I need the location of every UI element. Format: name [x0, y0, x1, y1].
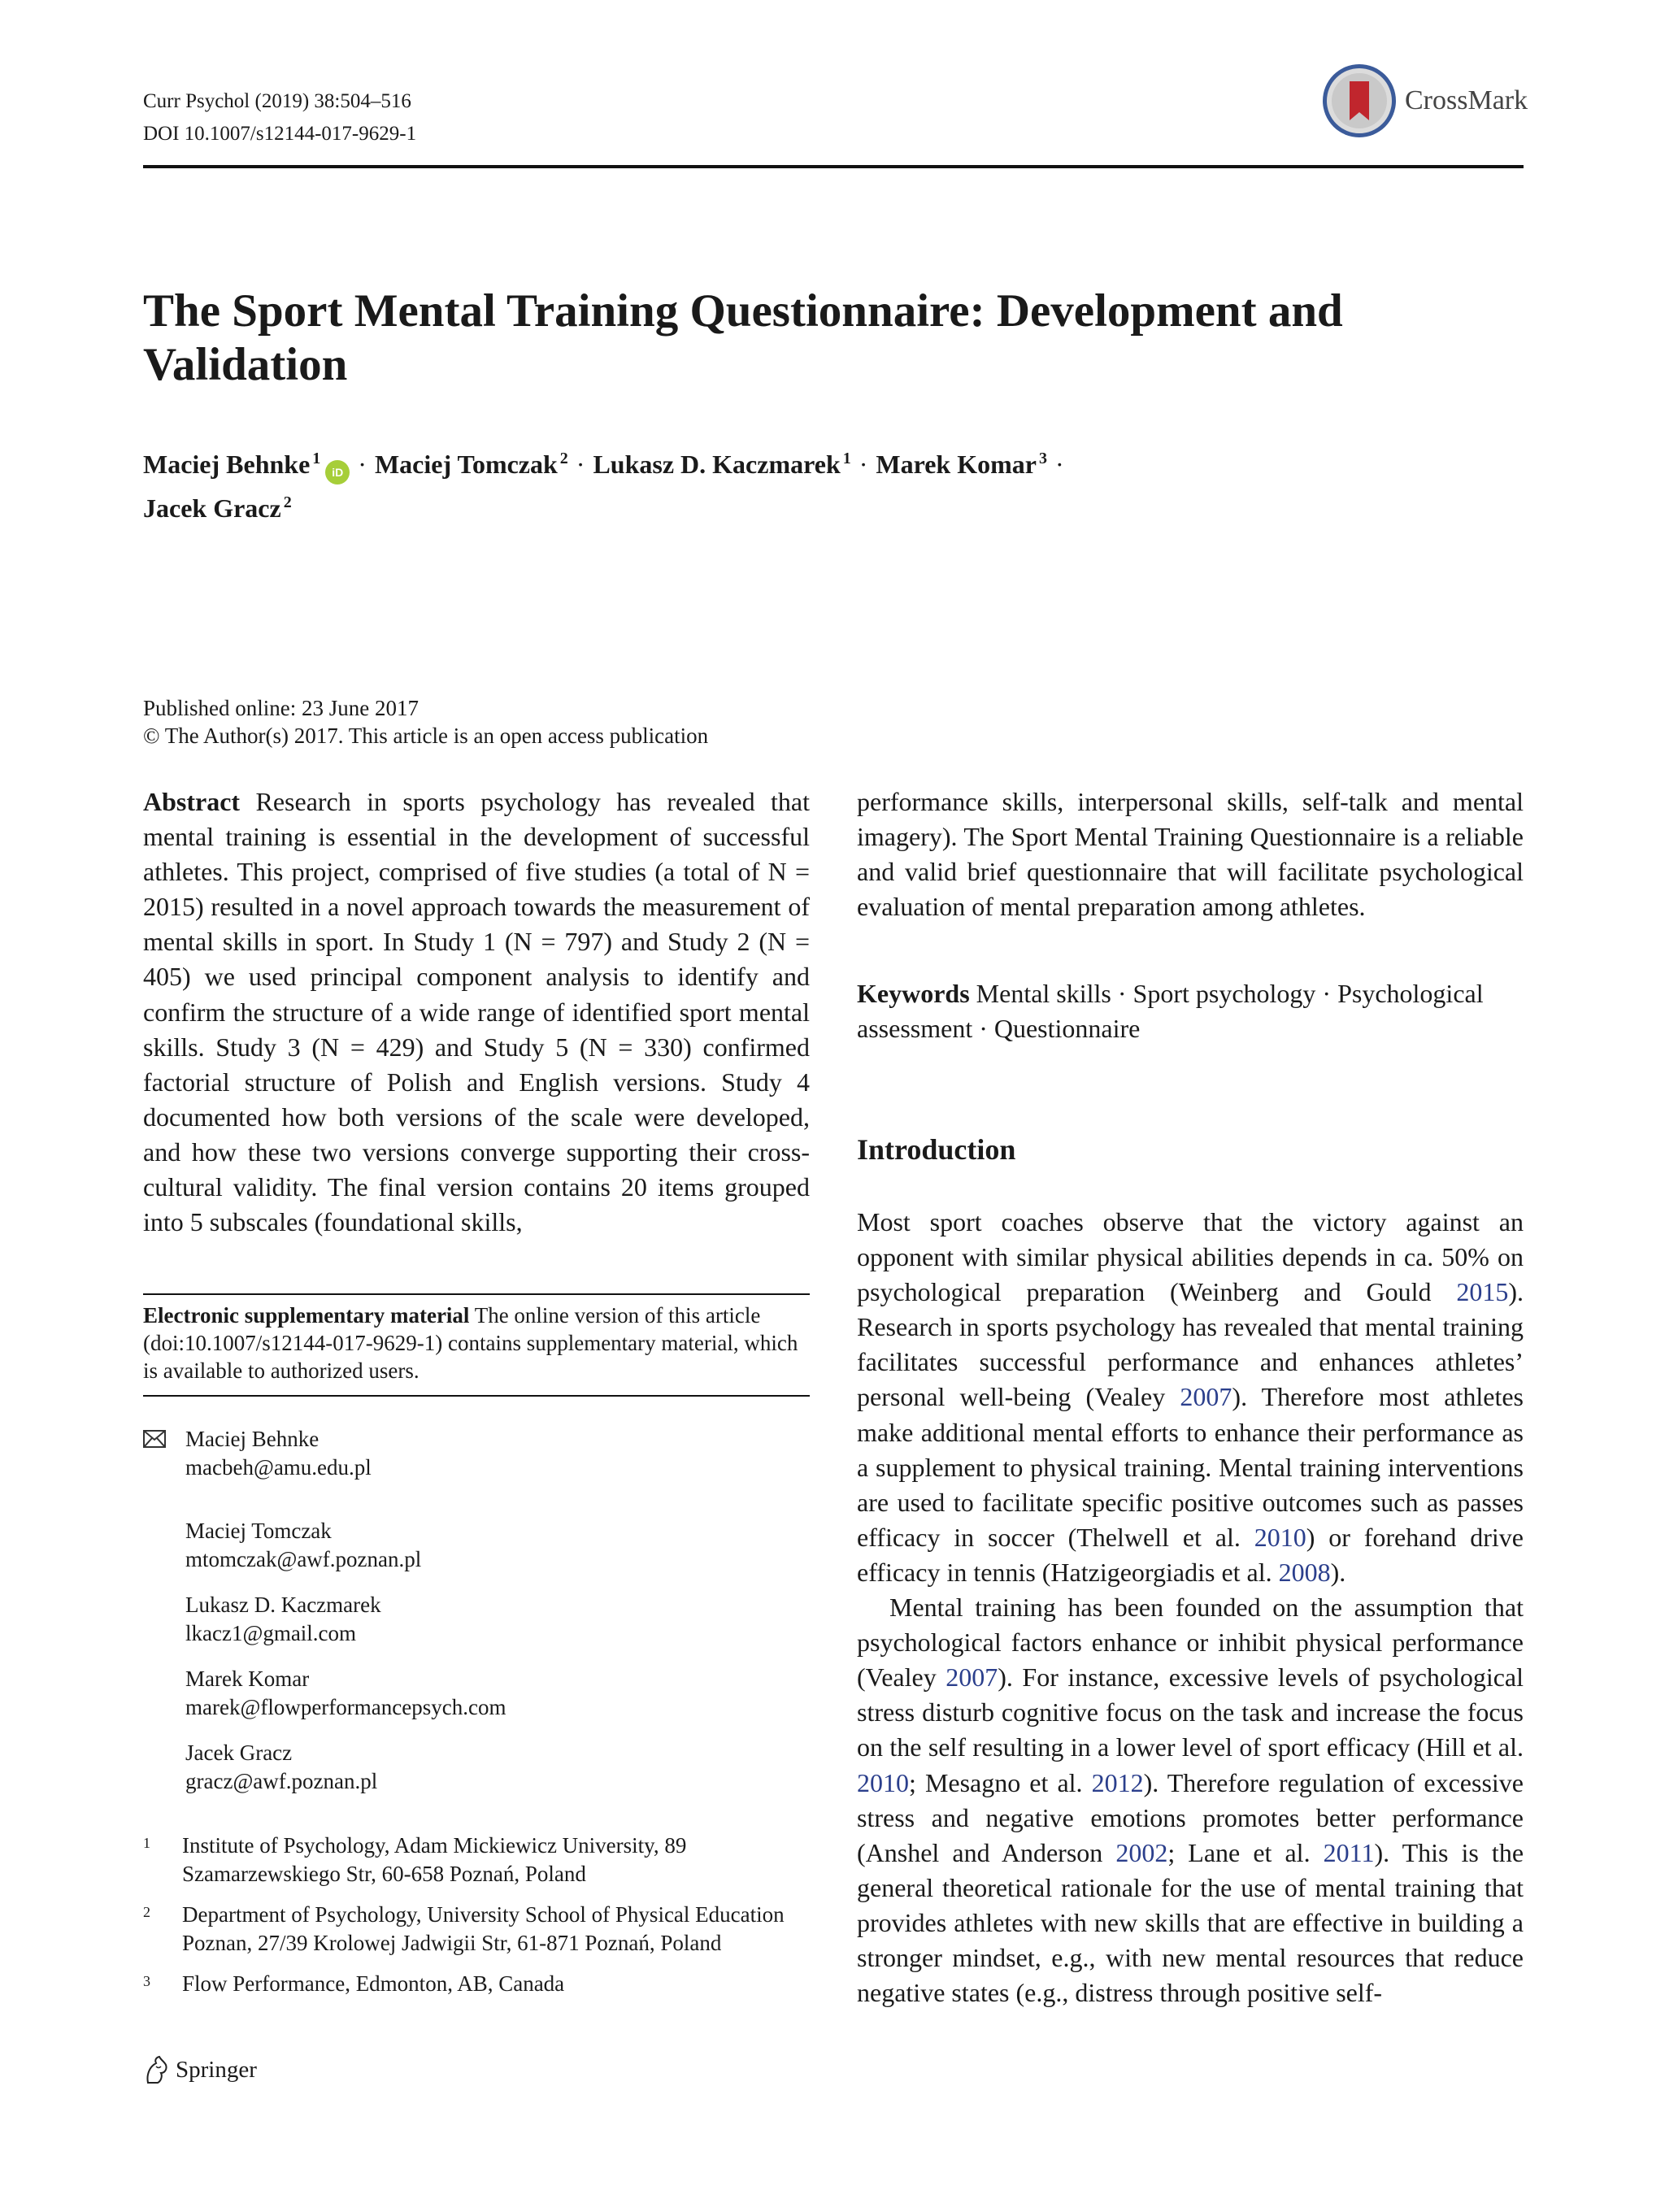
corresponding-contacts — [143, 1425, 810, 1795]
contact-email[interactable]: macbeh@amu.edu.pl — [185, 1454, 372, 1480]
affiliation-text: Flow Performance, Edmonton, AB, Canada — [182, 1971, 565, 1996]
journal-citation: Curr Psychol (2019) 38:504–516 — [143, 90, 411, 112]
supplementary-label: Electronic supplementary material — [143, 1303, 470, 1328]
publisher-name: Springer — [176, 2056, 257, 2083]
crossmark-badge[interactable] — [1320, 62, 1528, 140]
envelope-icon — [143, 1430, 166, 1448]
citation-link[interactable]: 2007 — [946, 1662, 998, 1693]
text-run: ). Therefore most athletes make additional mental efforts to enhance their performance as a supplement to physical training. Mental training interventions are used to facilitate specific positive outcomes such as passes efficacy in soccer (Thelwell et al. — [857, 1382, 1524, 1552]
abstract-text: Research in sports psychology has revealed that mental training is essential in the development of successful athletes. This project, comprised of five studies (a total of N = 2015) resulted in a novel approach towards the measurement of mental skills in sport. In Study 1 (N = 797) and Study 2 (N = 405) we used principal component analysis to identify and confirm the structure of a wide range of identified sport mental skills. Study 3 (N = 429) and Study 5 (N = 330) confirmed factorial structure of Polish and English versions. Study 4 documented how both versions of the scale were developed, and how these two versions converge supporting their cross-cultural validity. The final version contains 20 items grouped into 5 subscales (foundational skills, — [143, 787, 811, 1237]
text-run: ). Therefore regulation of excessive stress and negative emotions promotes better performance (Anshel and Anderson — [857, 1767, 1524, 1867]
citation-link[interactable]: 2007 — [1180, 1382, 1232, 1412]
copyright-notice: © The Author(s) 2017. This article is an open access publication — [143, 724, 709, 748]
citation-link[interactable]: 2011 — [1323, 1837, 1375, 1867]
text-run: ; Mesagno et al. — [909, 1767, 1092, 1797]
affiliation-number: 2 — [143, 1904, 150, 1920]
contact-email[interactable]: lkacz1@gmail.com — [185, 1620, 357, 1645]
contact-name: Maciej Behnke — [185, 1427, 320, 1451]
introduction-heading: Introduction — [857, 1133, 1016, 1166]
text-run: Most sport coaches observe that the victory against an opponent with similar physical abilities depends in ca. 50% on psychological preparation (Weinberg and Gould — [857, 1207, 1524, 1307]
affiliation-number: 1 — [143, 1835, 150, 1851]
article-title: The Sport Mental Training Questionnaire: Development and Validation — [143, 285, 1343, 390]
citation-link[interactable]: 2008 — [1278, 1557, 1331, 1587]
contact-name: Maciej Tomczak — [185, 1519, 332, 1543]
author-name[interactable]: Marek Komar — [876, 450, 1037, 479]
author-affiliation: 1 — [312, 450, 321, 467]
author-list: Maciej Behnke $^1$iD · Maciej Tomczak $^2$ · Lukasz D. Kaczmarek $^1$ · Marek Komar $^3$ · Jacek Gracz $^2$ — [143, 450, 1064, 523]
citation-link[interactable]: 2015 — [1456, 1277, 1509, 1307]
abstract-continued-text: performance skills, interpersonal skills, self-talk and mental imagery). The Sport Mental Training Questionnaire is a reliable and valid brief questionnaire that will facilitate psychological evaluation of mental preparation among athletes. — [857, 787, 1524, 922]
affiliation-number: 3 — [143, 1973, 150, 1989]
contact-name: Lukasz D. Kaczmarek — [185, 1593, 381, 1617]
text-run: ). This is the general theoretical rationale for the use of mental training that provides athletes with new skills that are effective in building a stronger mindset, e.g., with new mental resources that reduce negative states (e.g., distress through positive self- — [857, 1837, 1524, 2008]
contact-name: Jacek Gracz — [185, 1740, 293, 1765]
introduction-paragraph-1 — [857, 1205, 1524, 1590]
text-run: Mental training has been founded on the assumption that psychological factors enhance or inhibit physical performance (Vealey — [857, 1593, 1524, 1693]
author-name[interactable]: Maciej Tomczak — [374, 450, 558, 479]
springer-horse-icon — [143, 2055, 171, 2084]
author-affiliation: 3 — [1038, 450, 1047, 467]
text-run: ). — [1330, 1557, 1346, 1587]
text-run: ) or forehand drive efficacy in tennis (Hatzigeorgiadis et al. — [857, 1522, 1524, 1587]
keywords-label: Keywords — [857, 979, 970, 1008]
crossmark-icon — [1320, 62, 1398, 140]
header-rule — [143, 165, 1524, 168]
citation-link[interactable]: 2010 — [1254, 1522, 1306, 1552]
abstract — [143, 784, 810, 1240]
citation-link[interactable]: 2002 — [1115, 1837, 1168, 1867]
author-name[interactable]: Maciej Behnke — [143, 450, 311, 479]
text-run: ). Research in sports psychology has revealed that mental training facilitates successful performance and enhances athletes’ personal well-being (Vealey — [857, 1277, 1524, 1412]
crossmark-label: CrossMark — [1405, 85, 1528, 115]
supplementary-bottom-rule — [143, 1395, 810, 1397]
supplementary-text[interactable]: The online version of this article (doi:10.1007/s12144-017-9629-1) contains supplementary material, which is available to authorized users. — [143, 1303, 798, 1383]
keywords-text: Mental skills · Sport psychology · Psychological assessment · Questionnaire — [857, 979, 1484, 1044]
contact-email[interactable]: gracz@awf.poznan.pl — [185, 1768, 378, 1793]
publisher-logo — [143, 2055, 257, 2084]
contact-name: Marek Komar — [185, 1667, 310, 1691]
author-name[interactable]: Lukasz D. Kaczmarek — [593, 450, 841, 479]
published-date: Published online: 23 June 2017 — [143, 696, 419, 720]
author-affiliation: 2 — [559, 450, 568, 467]
abstract-continued — [857, 784, 1524, 924]
keywords — [857, 976, 1524, 1046]
affiliations — [143, 1832, 810, 1998]
author-name[interactable]: Jacek Gracz — [143, 493, 281, 523]
author-affiliation: 1 — [842, 450, 851, 467]
text-run: ; Lane et al. — [1167, 1837, 1324, 1867]
contact-email[interactable]: mtomczak@awf.poznan.pl — [185, 1546, 422, 1571]
supplementary-note — [143, 1302, 810, 1384]
author-affiliation: 2 — [283, 493, 292, 511]
affiliation-text: Department of Psychology, University School of Physical Education Poznan, 27/39 Krolowej Jadwigii Str, 61-871 Poznań, Poland — [182, 1902, 785, 1955]
abstract-label: Abstract — [143, 787, 241, 816]
citation-link[interactable]: 2010 — [857, 1767, 909, 1797]
orcid-icon[interactable]: iD — [325, 460, 350, 485]
affiliation-text: Institute of Psychology, Adam Mickiewicz University, 89 Szamarzewskiego Str, 60-658 Poznań, Poland — [182, 1833, 687, 1886]
doi-line[interactable]: DOI 10.1007/s12144-017-9629-1 — [143, 123, 417, 145]
introduction-paragraph-2 — [857, 1590, 1524, 2010]
citation-link[interactable]: 2012 — [1091, 1767, 1144, 1797]
supplementary-top-rule — [143, 1293, 810, 1295]
contact-email[interactable]: marek@flowperformancepsych.com — [185, 1694, 506, 1719]
text-run: ). For instance, excessive levels of psychological stress disturb cognitive focus on the task and increase the focus on the self resulting in a lower level of sport efficacy (Hill et al. — [857, 1662, 1524, 1762]
introduction-body — [857, 1205, 1524, 2010]
